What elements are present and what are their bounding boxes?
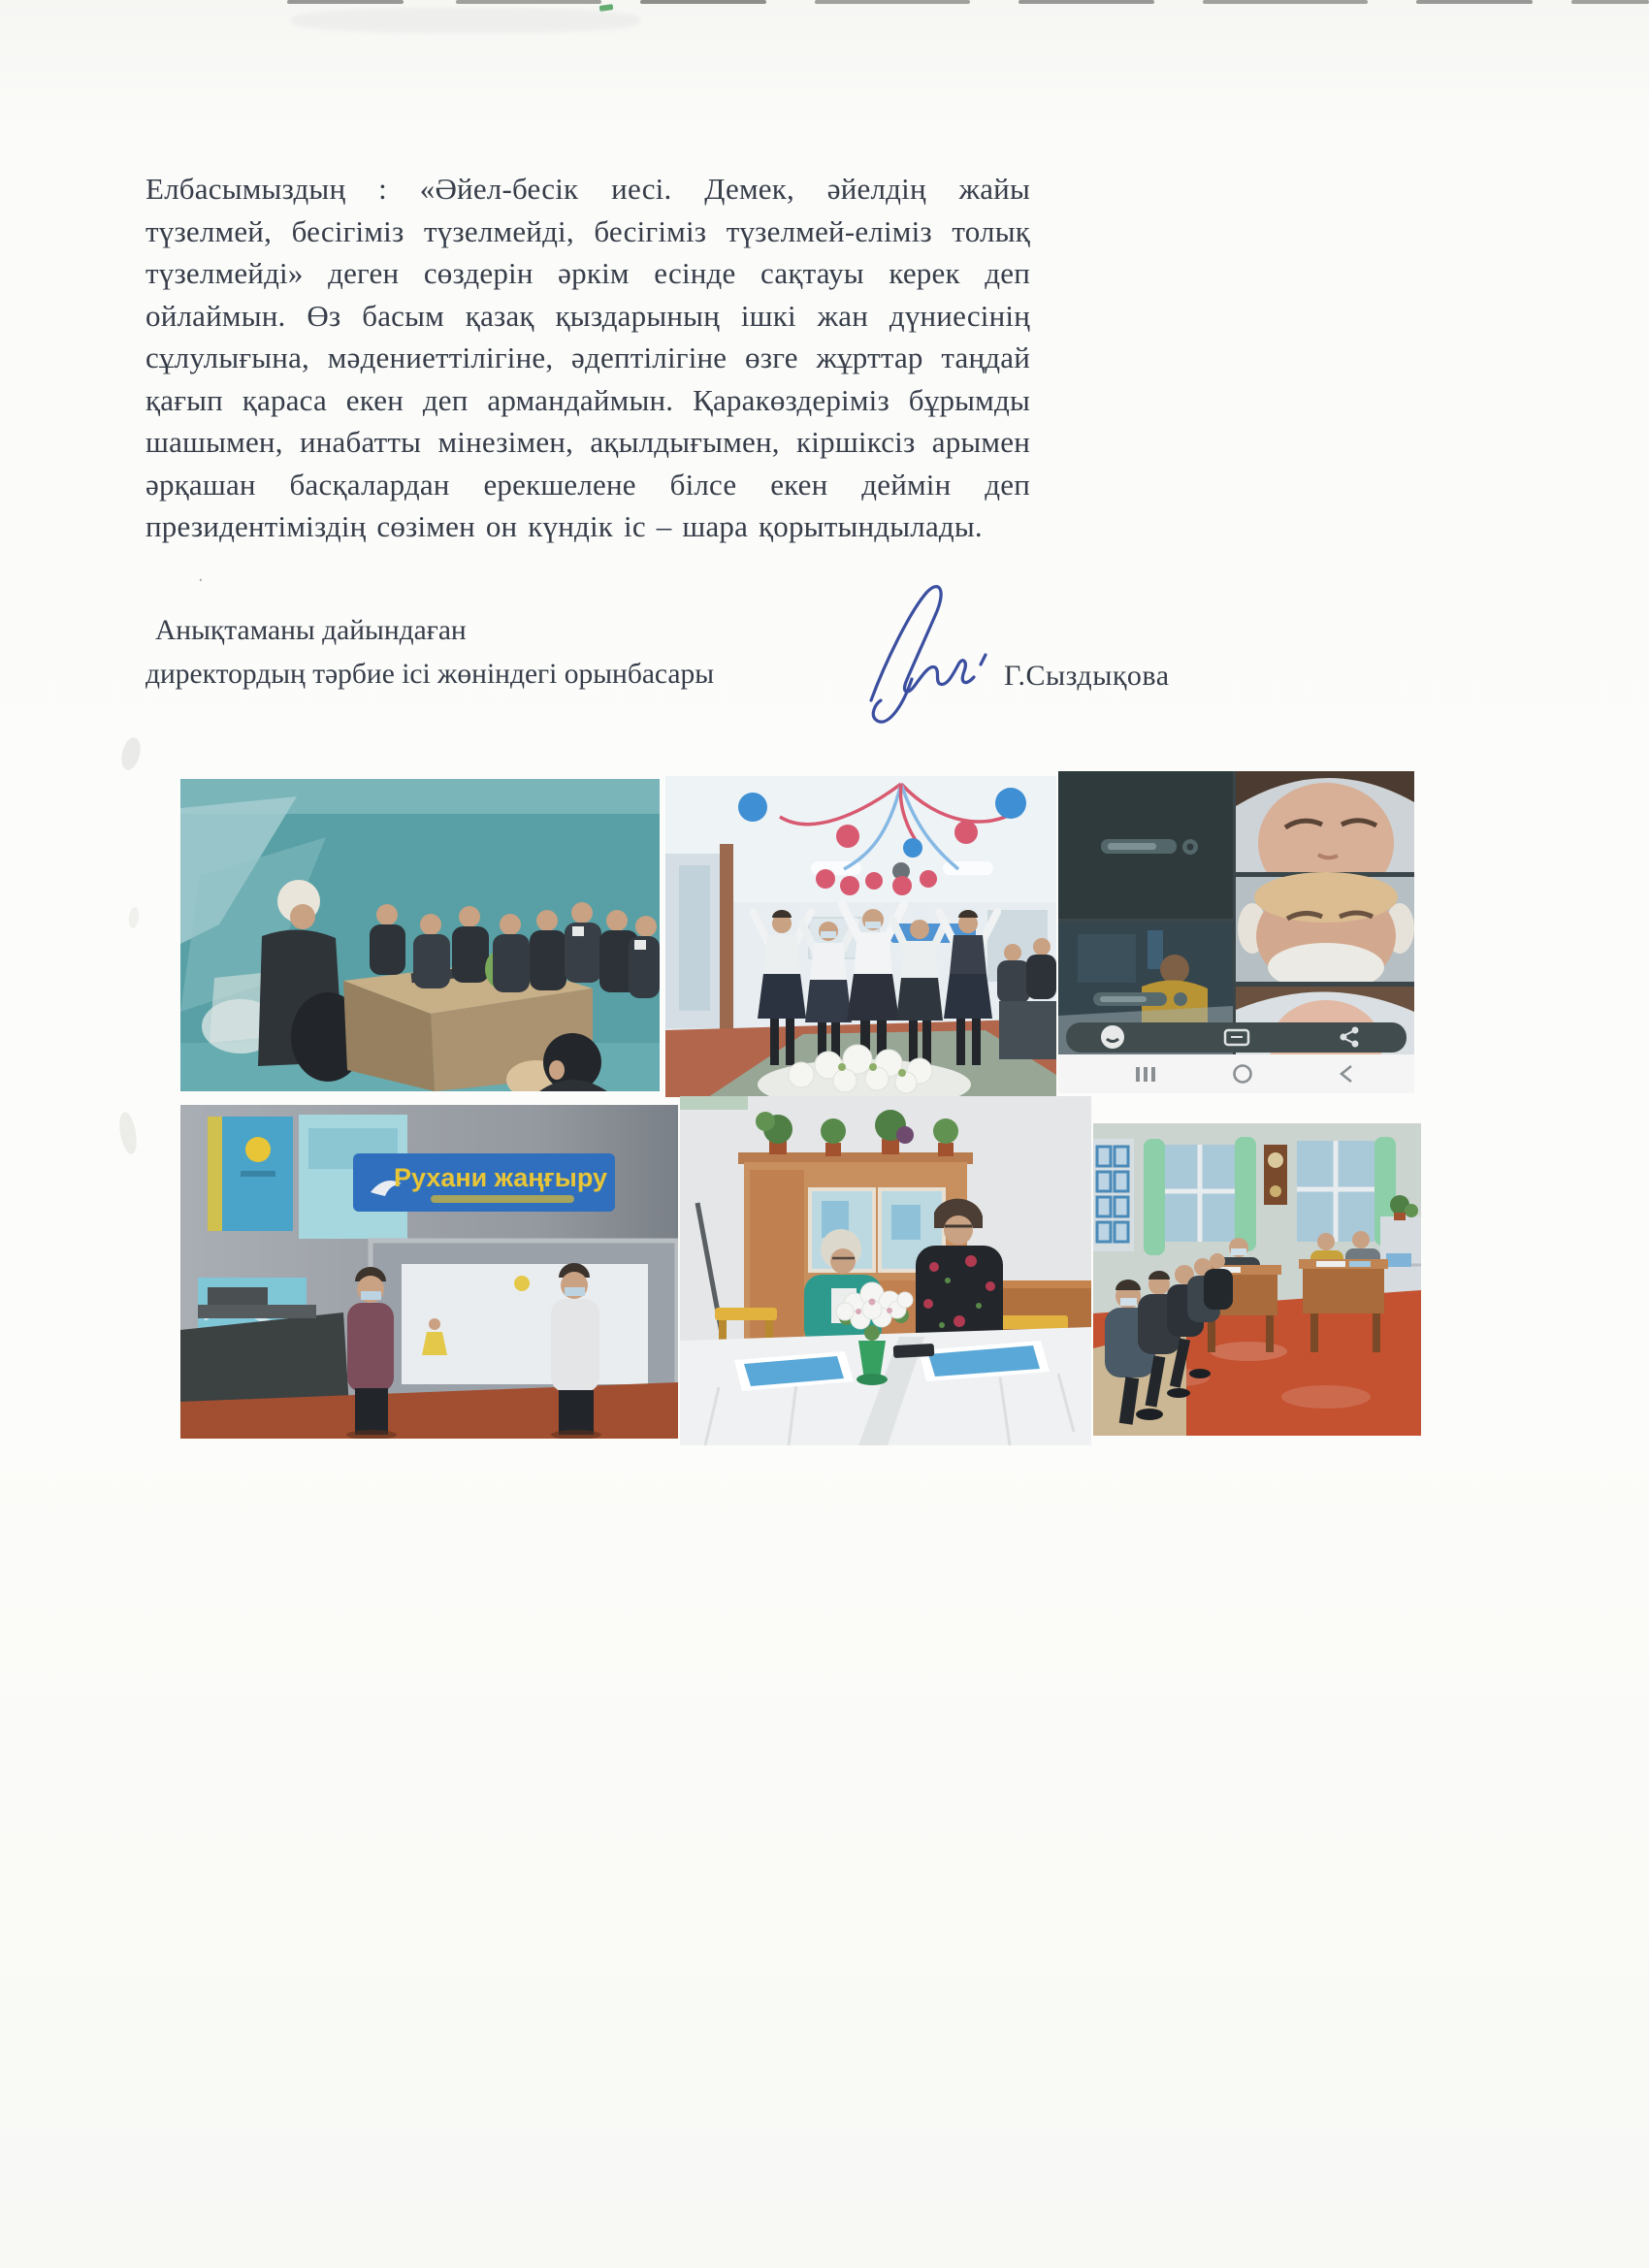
scan-edge-mark — [1018, 0, 1154, 4]
scan-edge-mark — [815, 0, 970, 4]
scan-haze — [291, 8, 640, 33]
photo-rukhani-zhangyru-presentation — [180, 1105, 678, 1439]
wall-clock — [1264, 1145, 1287, 1205]
scan-edge-mark — [640, 0, 766, 4]
photo-classroom-meeting — [180, 779, 660, 1091]
scan-edge-mark — [456, 0, 601, 4]
mute-icon — [1174, 992, 1187, 1006]
photo-meeting-room-art — [1093, 1123, 1421, 1436]
body-paragraph: Елбасымыздың : «Әйел-бесік иесі. Демек, әйелдің жайы түзелмей, бесігіміз түзелмейді, бесігіміз түзелмей-еліміз толық түзелмейді» деген сөздерін әркім есінде сақтауы керек деп ойлаймын. Өз басым қазақ қыздарының ішкі жан дүниесінің сұлулығына, мәдениеттілігіне, әдептілігіне өзге жұрттар таңдай қағып қараса екен деп армандаймын. Қаракөздеріміз бұрымды шашымен, инабатты мінезімен, ақылдығымен, кіршіксіз арымен әрқашан басқалардан ерекшелене білсе екен деймін деп президентіміздің сөзімен он күндік іс – шара қорытындылады. — [146, 172, 1030, 543]
photo-video-call — [1058, 771, 1414, 1093]
photo-dance-celebration-art — [665, 776, 1056, 1097]
scan-smudge — [128, 906, 141, 928]
kazakh-flag-poster — [208, 1117, 293, 1231]
signature-stroke — [981, 655, 986, 664]
signature-ink-icon — [852, 570, 1017, 735]
signer-name: Г.Сыздықова — [1004, 660, 1170, 692]
photo-presentation-art — [180, 1105, 678, 1439]
phone — [893, 1344, 935, 1358]
photo-meeting-room — [1093, 1123, 1421, 1436]
prepared-by-block — [146, 609, 902, 697]
rukhani-zhangyru-banner — [353, 1153, 615, 1212]
photo-dance-celebration — [665, 776, 1056, 1097]
scan-edge-mark — [287, 0, 404, 4]
handwritten-signature — [852, 570, 1017, 735]
banner-title: Рухани жаңғыру — [393, 1163, 608, 1192]
photo-table-art — [680, 1096, 1091, 1445]
prepared-by-line2: директордың тәрбие ісі жөніндегі орынбасары — [146, 659, 715, 690]
scan-edge-mark — [1571, 0, 1649, 4]
scan-speck: · — [198, 570, 204, 591]
photo-video-call-art — [1058, 771, 1414, 1093]
scan-smudge — [118, 735, 144, 771]
scan-edge-mark — [1416, 0, 1533, 4]
prepared-by-line1: Анықтаманы дайындаған — [155, 615, 467, 646]
photo-classroom-meeting-art — [180, 779, 660, 1091]
photo-honored-guests-table — [680, 1096, 1091, 1445]
end-call-icon — [1101, 1025, 1124, 1049]
android-recent-icon — [1136, 1067, 1155, 1082]
scan-smudge — [116, 1111, 139, 1155]
signature-stroke — [871, 587, 974, 700]
scan-edge-mark — [1203, 0, 1368, 4]
